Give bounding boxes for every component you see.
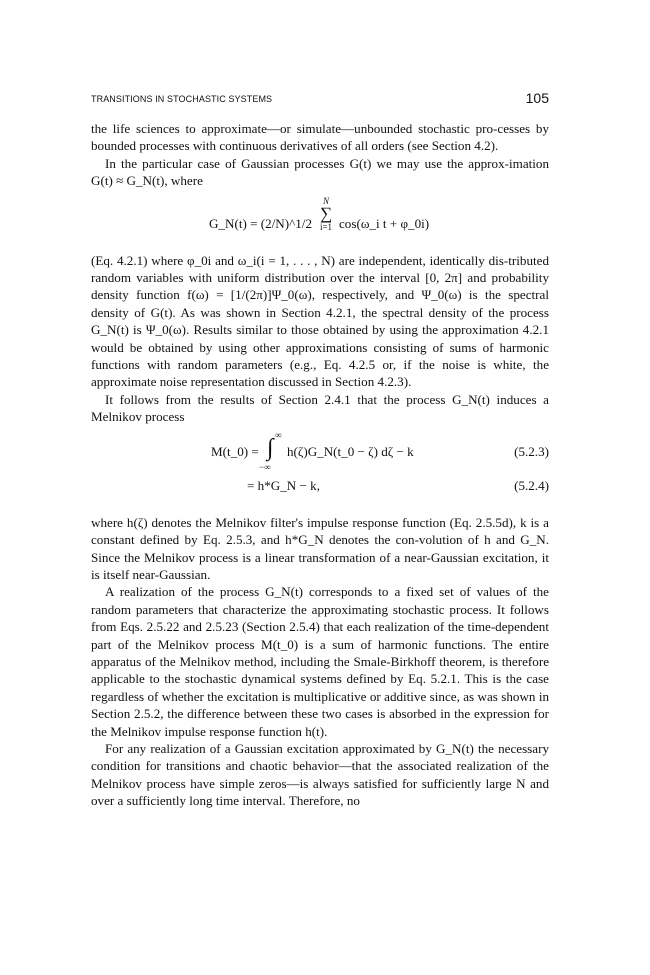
running-head <box>91 91 549 107</box>
equation-m-lhs: M(t_0) = <box>211 443 259 459</box>
equation-gn <box>91 190 549 252</box>
equation-m-integrand: h(ζ)G_N(t_0 − ζ) dζ − k <box>287 443 414 459</box>
paragraph-3: (Eq. 4.2.1) where φ_0i and ω_i(i = 1, . . . , N) are independent, identically dis-tributed random variables with uniform distribution over the interval [0, 2π] and probability density function f(ω) = [1/(2π)]Ψ_0(ω), respectively, and Ψ_0(ω) is the spectral density of G(t). As was shown in Section 4.2.1, the spectral density of the process G_N(t) is Ψ_0(ω). Results similar to those obtained by using the approximation 4.2.1 would be obtained by using other approximations consisting of sums of harmonic functions with random parameters (e.g., Eq. 4.2.5 or, if the noise is white, the approximate noise representation discussed in Section 4.2.3). <box>91 252 549 390</box>
integral-sign: ∫ <box>267 434 274 461</box>
sum-lower-limit: i=1 <box>319 221 333 232</box>
equation-number-5-2-4: (5.2.4) <box>514 477 549 493</box>
paragraph-6: A realization of the process G_N(t) corresponds to a fixed set of values of the random parameters that characterize the approximating stochastic process. It follows from Eqs. 2.5.22 and 2.5.23 (Section 2.5.4) that each realization of the time-dependent part of the Melnikov process M(t_0) is a sum of harmonic functions. The entire apparatus of the Melnikov method, including the Smale-Birkhoff theorem, is therefore applicable to the stochastic dynamical systems defined by Eq. 5.2.1. This is the case regardless of whether the excitation is multiplicative or additive since, as was shown in Section 2.5.2, the difference between these two cases is absorbed in the expression for the Melnikov impulse response function h(t). <box>91 584 549 739</box>
sum-upper-limit: N <box>322 195 329 206</box>
integral-upper-limit: ∞ <box>275 429 282 440</box>
paragraph-1: the life sciences to approximate—or simulate—unbounded stochastic pro-cesses by bounded processes with continuous derivatives of all orders (see Section 4.2). <box>91 121 549 154</box>
summation-sign: N ∑ i=1 <box>319 195 333 232</box>
equation-m2-rhs: = h*G_N − k, <box>247 477 320 493</box>
body-text <box>91 120 549 810</box>
equation-gn-rhs: cos(ω_i t + φ_0i) <box>339 215 430 231</box>
paragraph-5: where h(ζ) denotes the Melnikov filter's impulse response function (Eq. 2.5.5d), k is a constant defined by Eq. 2.5.3, and h*G_N denotes the con-volution of h and G_N. Since the Melnikov process is a linear transformation of a near-Gaussian excitation, it is itself near-Gaussian. <box>91 514 549 582</box>
paragraph-4: It follows from the results of Section 2.4.1 that the process G_N(t) induces a Melnikov process <box>91 391 549 425</box>
page-number: 105 <box>525 90 549 106</box>
integral-lower-limit: −∞ <box>259 461 271 472</box>
equation-number-5-2-3: (5.2.3) <box>514 443 549 459</box>
equation-gn-lhs: G_N(t) = (2/N)^1/2 <box>209 215 312 231</box>
running-title: TRANSITIONS IN STOCHASTIC SYSTEMS <box>91 94 273 104</box>
paragraph-2: In the particular case of Gaussian processes G(t) we may use the approx-imation G(t) ≈ G_N(t), where <box>91 155 549 189</box>
equation-melnikov <box>91 426 549 502</box>
paragraph-7: For any realization of a Gaussian excitation approximated by G_N(t) the necessary condition for transitions and chaotic behavior—that the associated realization of the Melnikov process have simple zeros—is always satisfied for sufficiently large N and over a sufficiently long time interval. Therefore, no <box>91 740 549 809</box>
